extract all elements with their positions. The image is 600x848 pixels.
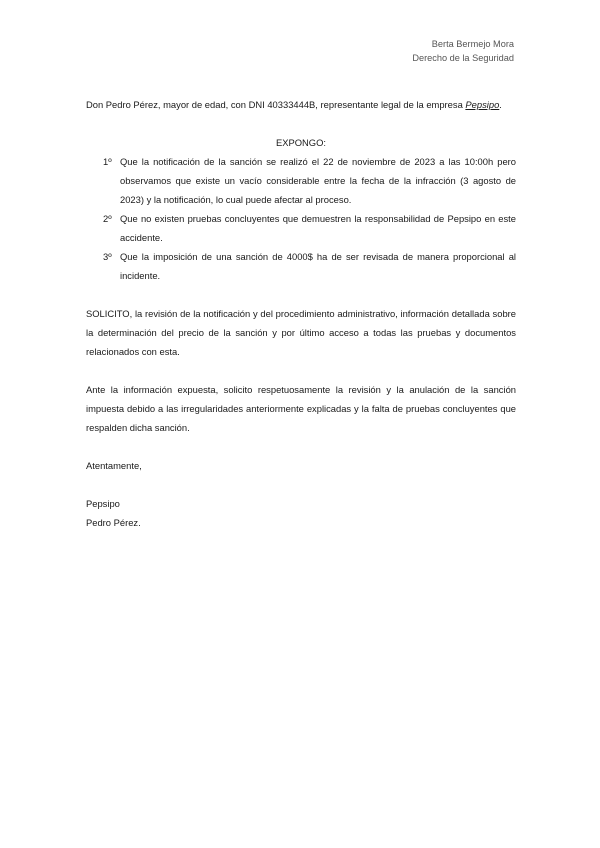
document-header <box>412 37 514 65</box>
intro-text: Don Pedro Pérez, mayor de edad, con DNI 40333444B, representante legal de la empresa <box>86 99 463 110</box>
intro-end: . <box>499 99 502 110</box>
header-subject: Derecho de la Seguridad <box>412 53 514 63</box>
expongo-heading: EXPONGO: <box>275 137 326 148</box>
list-item <box>86 247 516 285</box>
list-item <box>86 209 516 247</box>
signature-name: Pedro Pérez. <box>86 517 141 528</box>
list-item-number: 3º <box>103 251 112 262</box>
list-item-number: 1º <box>103 156 112 167</box>
header-author: Berta Bermejo Mora <box>431 39 514 49</box>
closing-line: Atentamente, <box>86 460 142 471</box>
expongo-list <box>86 152 516 285</box>
solicito-paragraph: SOLICITO, la revisión de la notificación y del procedimiento administrativo, información detallada sobre la determinación del precio de la sanción y por último acceso a todas las pruebas y documentos relacionados con esta. <box>86 308 516 357</box>
intro-paragraph <box>86 95 516 114</box>
list-item <box>86 152 516 209</box>
intro-company: Pepsipo <box>465 99 500 110</box>
signature-block <box>86 494 516 532</box>
request-paragraph: Ante la información expuesta, solicito respetuosamente la revisión y la anulación de la sanción impuesta debido a las irregularidades anteriormente explicadas y la falta de pruebas concluyentes que respalden dicha sanción. <box>86 384 516 433</box>
list-item-text: Que la imposición de una sanción de 4000$ ha de ser revisada de manera proporcional al incidente. <box>120 251 516 281</box>
document-body <box>86 95 516 532</box>
list-item-text: Que la notificación de la sanción se realizó el 22 de noviembre de 2023 a las 10:00h pero observamos que existe un vacío considerable entre la fecha de la infracción (3 agosto de 2023) y la notificación, lo cual puede afectar al proceso. <box>120 156 516 205</box>
list-item-number: 2º <box>103 213 112 224</box>
signature-company: Pepsipo <box>86 498 120 509</box>
list-item-text: Que no existen pruebas concluyentes que demuestren la responsabilidad de Pepsipo en este accidente. <box>120 213 516 243</box>
